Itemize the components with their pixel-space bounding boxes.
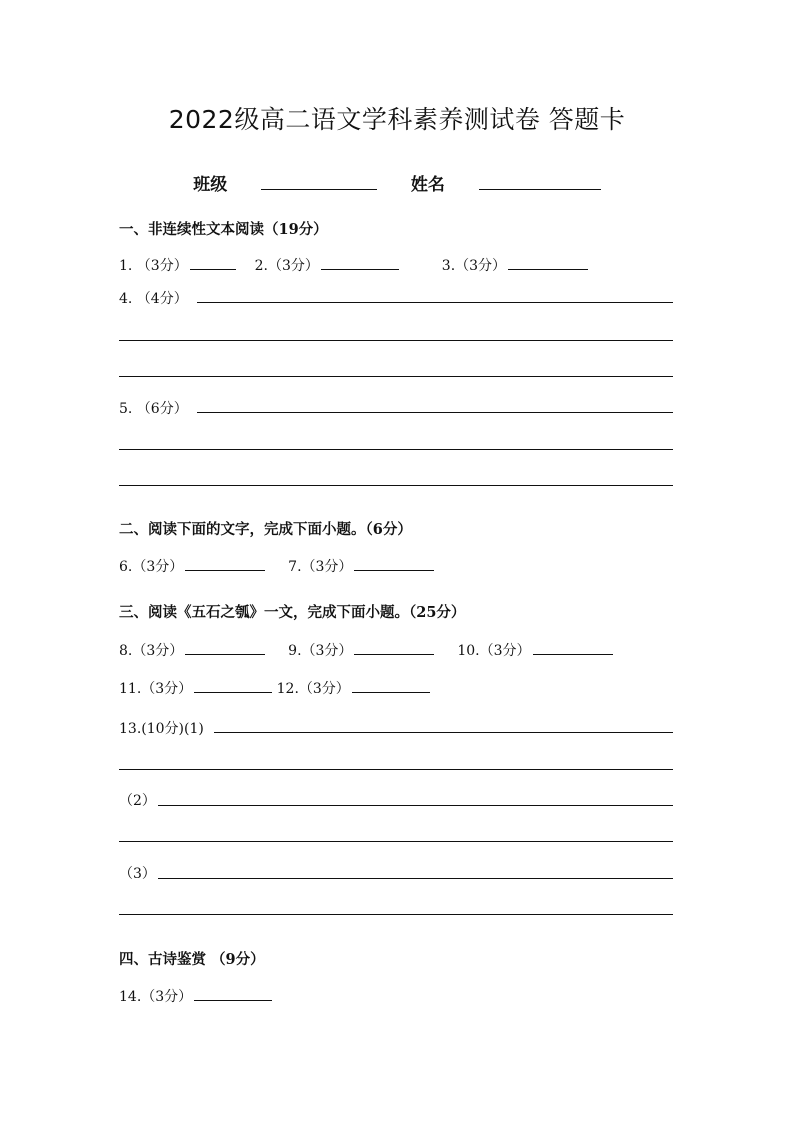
q11-label: 11.（3分） (119, 681, 193, 697)
name-field[interactable] (479, 175, 601, 190)
q13-part2-answer-line-2[interactable] (119, 841, 673, 842)
q13-part3-answer-line-1[interactable] (158, 878, 673, 879)
q7-answer-blank[interactable] (354, 558, 434, 571)
q11-answer-blank[interactable] (194, 680, 272, 693)
q13-part3-answer-line-2[interactable] (119, 914, 673, 915)
q9-answer-blank[interactable] (354, 642, 434, 655)
q14-answer-blank[interactable] (194, 988, 272, 1001)
q1-answer-blank[interactable] (190, 257, 236, 270)
q13-part1-answer-line-2[interactable] (119, 769, 673, 770)
q12-label: 12.（3分） (276, 681, 350, 697)
q6-answer-blank[interactable] (185, 558, 265, 571)
q1-label: 1. （3分） (119, 258, 188, 274)
q5-label: 5. （6分） (119, 401, 188, 417)
q5-answer-line-1[interactable] (197, 412, 673, 413)
answer-row-14 (119, 986, 272, 1006)
q2-label: 2.（3分） (254, 258, 319, 274)
student-info (0, 170, 794, 195)
q8-label: 8.（3分） (119, 643, 184, 659)
class-label: 班级 (193, 175, 228, 195)
q3-answer-blank[interactable] (508, 257, 588, 270)
q3-label: 3.（3分） (441, 258, 507, 274)
q5-answer-line-2[interactable] (119, 449, 673, 450)
q13-part3-label: （3） (119, 866, 156, 882)
q7-label: 7.（3分） (288, 559, 353, 575)
q4-answer-line-3[interactable] (119, 376, 673, 377)
q10-answer-blank[interactable] (533, 642, 613, 655)
q13-part1-label: 13.(10分)(1) (119, 721, 204, 737)
q2-answer-blank[interactable] (321, 257, 399, 270)
section-4-heading: 四、古诗鉴赏 （9分） (119, 951, 265, 968)
answer-row-8-10 (119, 640, 613, 660)
answer-row-1-3 (119, 255, 588, 275)
answer-row-6-7 (119, 556, 434, 576)
q13-part2-answer-line-1[interactable] (158, 805, 673, 806)
q13-part1-answer-line-1[interactable] (214, 732, 673, 733)
q5-answer-line-3[interactable] (119, 485, 673, 486)
q4-answer-line-2[interactable] (119, 340, 673, 341)
section-2-heading: 二、阅读下面的文字，完成下面小题。（6分） (119, 521, 412, 538)
q8-answer-blank[interactable] (185, 642, 265, 655)
q14-label: 14.（3分） (119, 989, 193, 1005)
q9-label: 9.（3分） (288, 643, 353, 659)
name-label: 姓名 (410, 175, 445, 195)
q4-answer-line-1[interactable] (197, 302, 673, 303)
section-1-heading: 一、非连续性文本阅读（19分） (119, 221, 328, 238)
class-field[interactable] (261, 175, 377, 190)
section-3-heading: 三、阅读《五石之瓠》一文，完成下面小题。（25分） (119, 604, 466, 621)
q6-label: 6.（3分） (119, 559, 184, 575)
q12-answer-blank[interactable] (352, 680, 430, 693)
page-title: 2022级高二语文学科素养测试卷 答题卡 (168, 105, 626, 134)
q4-label: 4. （4分） (119, 291, 188, 307)
q13-part2-label: （2） (119, 793, 156, 809)
q10-label: 10.（3分） (457, 643, 531, 659)
answer-row-11-12 (119, 678, 430, 698)
